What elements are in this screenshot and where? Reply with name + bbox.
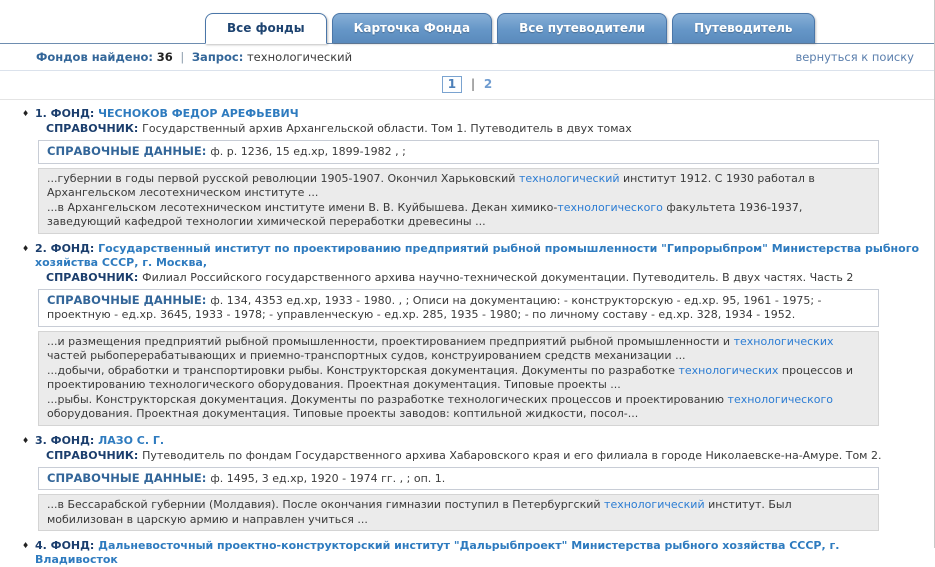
snippet-line <box>47 335 870 364</box>
snippet-line <box>47 498 870 527</box>
snippet-line <box>47 201 870 230</box>
diamond-bullet-icon: ♦ <box>22 435 30 445</box>
highlight-term: технологического <box>557 200 663 214</box>
guide-row <box>0 271 934 285</box>
highlight-term: технологических <box>678 363 779 377</box>
snippet-text: факультета 1936-1937, заведующий кафедрой технологии химической переработки древесины ... <box>47 200 803 228</box>
fond-title-row <box>0 242 934 270</box>
results-header <box>0 44 934 71</box>
tab-guide[interactable]: Путеводитель <box>672 13 814 43</box>
snippet-text: ...в Бессарабской губернии (Молдавия). После окончания гимназии поступил в Петербургский <box>47 498 605 511</box>
back-to-search-link[interactable]: вернуться к поиску <box>795 50 914 64</box>
tab-bar <box>0 0 934 44</box>
snippet-box <box>38 494 879 531</box>
ref-data-text: ф. 1495, 3 ед.хр, 1920 - 1974 гг. , ; оп. 1. <box>210 471 446 485</box>
guide-text: Путеводитель по фондам Государственного архива Хабаровского края и его филиала в городе Николаевске-на-Амуре. Том 2. <box>142 448 882 462</box>
snippet-text: ...рыбы. Конструкторская документация. Документы по разработке технологических процессов и проектированию <box>47 392 728 406</box>
fond-title-row <box>0 539 934 567</box>
fond-title-text <box>35 539 919 567</box>
fond-number-label: 4. ФОНД: <box>35 539 99 552</box>
found-count: 36 <box>156 50 173 64</box>
snippet-text: ...губернии в годы первой русской революции 1905-1907. Окончил Харьковский <box>47 171 519 185</box>
results-summary <box>36 50 352 64</box>
ref-data-text: ф. р. 1236, 15 ед.хр, 1899-1982 , ; <box>210 145 406 158</box>
result-item <box>0 242 934 426</box>
highlight-term: технологического <box>727 392 834 406</box>
fond-number-label: 1. ФОНД: <box>35 107 99 120</box>
fond-title-row <box>0 107 934 121</box>
fond-title-link[interactable]: Дальневосточный проектно-конструкторский институт "Дальрыбпроект" Министерства рыбного хозяйства СССР, г. Владивосток <box>35 539 840 566</box>
ref-data-box <box>38 289 879 327</box>
guide-label: СПРАВОЧНИК: <box>46 270 143 284</box>
guide-row <box>0 449 934 463</box>
result-item <box>0 434 934 532</box>
tab-fund-card[interactable]: Карточка Фонда <box>332 13 493 43</box>
fond-number-label: 3. ФОНД: <box>35 433 99 447</box>
fond-title-link[interactable]: ЧЕСНОКОВ ФЕДОР АРЕФЬЕВИЧ <box>98 107 299 120</box>
ref-data-box <box>38 467 879 491</box>
fond-title-text <box>35 107 919 121</box>
guide-label: СПРАВОЧНИК: <box>46 122 143 135</box>
ref-data-text: ф. 134, 4353 ед.хр, 1933 - 1980. , ; Описи на документацию: - конструкторскую - ед.хр. 95, 1961 - 1975; - проектную - ед.хр. 3645, 1933 - 1978; - управленческую - ед.хр. 285, 1935 - 1980; - по личному составу - ед.хр. 328, 1934 - 1952. <box>47 293 822 321</box>
snippet-text: ...добычи, обработки и транспортировки рыбы. Конструкторская документация. Документы по разработке <box>47 363 679 377</box>
snippet-line <box>47 172 870 201</box>
found-label: Фондов найдено: <box>36 50 154 64</box>
snippet-box <box>38 168 879 234</box>
fond-title-text <box>35 242 919 270</box>
tab-all-funds[interactable]: Все фонды <box>205 13 327 44</box>
snippet-text: оборудования. Проектная документация. Типовые проекты заводов: коптильной жидкости, посол-... <box>47 407 639 420</box>
result-item <box>0 107 934 234</box>
pagination-separator: | <box>470 77 476 91</box>
fond-title-link[interactable]: Государственный институт по проектированию предприятий рыбной промышленности "Гипрорыбпром" Министерства рыбного хозяйства СССР, г. Москва, <box>35 241 919 269</box>
page-current: 1 <box>442 76 462 93</box>
highlight-term: технологический <box>604 498 705 511</box>
snippet-line <box>47 393 870 422</box>
diamond-bullet-icon: ♦ <box>22 243 30 253</box>
results-list <box>0 100 934 567</box>
ref-data-box <box>38 140 879 164</box>
highlight-term: технологический <box>518 171 620 185</box>
query-label: Запрос: <box>191 50 244 64</box>
diamond-bullet-icon: ♦ <box>22 109 30 118</box>
fond-number-label: 2. ФОНД: <box>35 241 99 255</box>
fond-title-row <box>0 434 934 448</box>
tab-all-guides[interactable]: Все путеводители <box>497 13 667 43</box>
ref-data-label: СПРАВОЧНЫЕ ДАННЫЕ: <box>47 470 211 485</box>
snippet-line <box>47 364 870 393</box>
guide-row <box>0 122 934 136</box>
snippet-text: ...в Архангельском лесотехническом институте имени В. В. Куйбышева. Декан химико- <box>47 200 558 214</box>
query-value: технологический <box>246 50 353 64</box>
guide-text: Филиал Российского государственного архива научно-технической документации. Путеводитель. В двух частях. Часть 2 <box>142 270 854 284</box>
page-2-link[interactable]: 2 <box>483 77 493 91</box>
guide-text: Государственный архив Архангельской области. Том 1. Путеводитель в двух томах <box>142 122 632 135</box>
guide-label: СПРАВОЧНИК: <box>46 448 143 462</box>
fond-title-text <box>35 434 919 448</box>
ref-data-label: СПРАВОЧНЫЕ ДАННЫЕ: <box>47 144 211 158</box>
snippet-text: частей рыбоперерабатывающих и приемно-транспортных судов, конструированием средств механизации ... <box>47 349 686 362</box>
result-item <box>0 539 934 567</box>
highlight-term: технологических <box>733 334 834 348</box>
pagination <box>0 71 934 100</box>
fond-title-link[interactable]: ЛАЗО С. Г. <box>98 433 165 447</box>
header-separator: | <box>180 50 185 64</box>
diamond-bullet-icon: ♦ <box>22 541 30 550</box>
snippet-text: институт. Был мобилизован в царскую армию и направлен учиться ... <box>47 498 792 526</box>
snippet-text: ...и размещения предприятий рыбной промышленности, проектированием предприятий рыбной промышленности и <box>47 334 734 348</box>
ref-data-label: СПРАВОЧНЫЕ ДАННЫЕ: <box>47 292 211 307</box>
snippet-text: институт 1912. С 1930 работал в Архангельском лесотехническом институте ... <box>47 171 815 199</box>
snippet-text: процессов и проектированию технологического оборудования. Проектная документация. Типовые проекты ... <box>47 363 854 391</box>
snippet-box <box>38 331 879 426</box>
